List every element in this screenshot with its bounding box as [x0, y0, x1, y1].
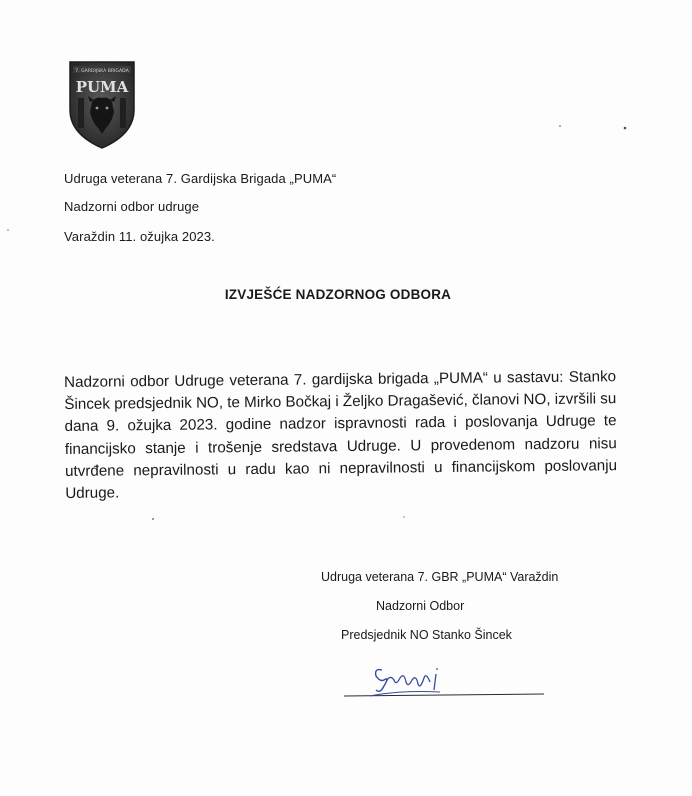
handwritten-signature — [340, 656, 550, 706]
report-body: Nadzorni odbor Udruge veterana 7. gardijska brigada „PUMA“ u sastavu: Stanko Šincek predsjednik NO, te Mirko Bočkaj i Željko Dragašević, članovi NO, izvršili su dana 9. ožujka 2023. godine nadzor ispravnosti rada i poslovanja Udruge te financijsko stanje i trošenje sredstava Udruge. U provedenom nadzoru nisu utvrđene nepravilnosti u radu kao ni nepravilnosti u financijskom poslovanju Udruge. — [64, 368, 618, 503]
signature-organization: Udruga veterana 7. GBR „PUMA“ Varaždin — [321, 570, 559, 584]
puma-brigade-logo — [66, 58, 138, 150]
signature-signatory: Predsjednik NO Stanko Šincek — [341, 628, 512, 642]
svg-text:PUMA: PUMA — [75, 78, 129, 96]
document-title: IZVJEŠĆE NADZORNOG ODBORA — [224, 287, 452, 302]
header-organization: Udruga veterana 7. Gardijska Brigada „PUMA“ — [64, 171, 337, 186]
signature-committee: Nadzorni Odbor — [376, 599, 465, 613]
document-title-wrap — [0, 287, 692, 302]
header-committee: Nadzorni odbor udruge — [64, 199, 200, 214]
svg-text:7. GARDIJSKA BRIGADA: 7. GARDIJSKA BRIGADA — [75, 69, 129, 74]
header-place-date: Varaždin 11. ožujka 2023. — [64, 229, 215, 244]
